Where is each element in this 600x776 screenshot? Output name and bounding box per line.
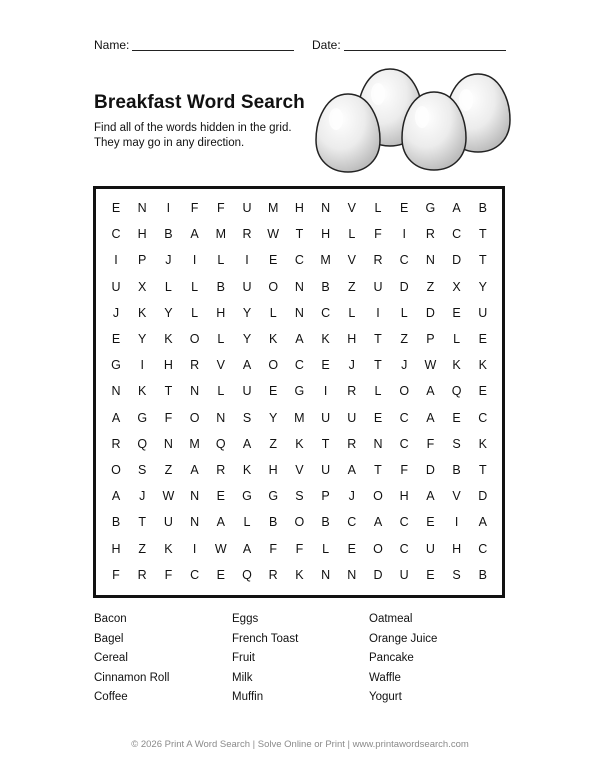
grid-letter[interactable]: C bbox=[452, 227, 462, 242]
word-list-item: Waffle bbox=[369, 671, 401, 684]
grid-letter[interactable]: E bbox=[452, 305, 461, 320]
grid-letter[interactable]: J bbox=[165, 253, 172, 268]
grid-letter[interactable]: U bbox=[111, 279, 121, 294]
grid-letter[interactable]: N bbox=[294, 279, 304, 294]
grid-letter[interactable]: E bbox=[400, 201, 409, 215]
grid-letter[interactable]: H bbox=[294, 201, 304, 215]
instructions-line-2: They may go in any direction. bbox=[94, 136, 245, 149]
grid-letter[interactable]: I bbox=[402, 227, 406, 242]
page-title: Breakfast Word Search bbox=[94, 92, 305, 113]
grid-letter[interactable]: C bbox=[399, 541, 409, 556]
grid-letter[interactable]: K bbox=[242, 463, 252, 477]
grid-letter[interactable]: Z bbox=[164, 463, 173, 477]
grid-letter[interactable]: I bbox=[376, 305, 380, 320]
grid-letter[interactable]: O bbox=[399, 384, 410, 399]
grid-letter[interactable]: I bbox=[140, 358, 144, 373]
grid-letter[interactable]: E bbox=[426, 567, 435, 582]
grid-letter[interactable]: C bbox=[294, 358, 304, 373]
grid-letter[interactable]: V bbox=[216, 358, 225, 373]
grid-letter[interactable]: Z bbox=[269, 436, 277, 451]
grid-letter[interactable]: B bbox=[216, 279, 225, 294]
grid-letter[interactable]: J bbox=[112, 305, 120, 320]
grid-letter[interactable]: L bbox=[322, 541, 330, 556]
grid-letter[interactable]: F bbox=[374, 227, 382, 242]
grid-letter[interactable]: A bbox=[426, 384, 435, 399]
grid-letter[interactable]: A bbox=[190, 463, 199, 477]
grid-letter[interactable]: J bbox=[348, 489, 355, 504]
grid-letter[interactable]: W bbox=[267, 227, 280, 242]
grid-letter[interactable]: C bbox=[190, 567, 200, 582]
grid-letter[interactable]: U bbox=[163, 515, 173, 530]
grid-letter[interactable]: L bbox=[243, 515, 251, 530]
grid-letter[interactable]: C bbox=[399, 253, 409, 268]
grid-letter[interactable]: K bbox=[295, 436, 304, 451]
grid-letter[interactable]: L bbox=[164, 279, 172, 294]
grid-letter[interactable]: M bbox=[294, 410, 305, 425]
grid-letter[interactable]: A bbox=[426, 410, 435, 425]
grid-letter[interactable]: N bbox=[321, 567, 331, 582]
grid-letter[interactable]: E bbox=[478, 332, 487, 346]
grid-letter[interactable]: Y bbox=[138, 332, 147, 346]
egg-icon bbox=[316, 94, 380, 172]
grid-letter[interactable]: F bbox=[426, 436, 435, 451]
grid-letter[interactable]: S bbox=[138, 463, 147, 477]
grid-letter[interactable]: K bbox=[321, 332, 330, 346]
grid-letter[interactable]: J bbox=[401, 358, 408, 373]
grid-letter[interactable]: L bbox=[217, 253, 225, 268]
grid-letter[interactable]: K bbox=[164, 332, 173, 346]
grid-letter[interactable]: B bbox=[321, 279, 330, 294]
grid-letter[interactable]: D bbox=[373, 567, 383, 582]
grid-letter[interactable]: J bbox=[348, 358, 355, 373]
grid-letter[interactable]: R bbox=[190, 358, 200, 373]
grid-letter[interactable]: A bbox=[295, 332, 304, 346]
grid-letter[interactable]: T bbox=[295, 227, 304, 242]
grid-letter[interactable]: H bbox=[321, 227, 331, 242]
word-list-item: Fruit bbox=[232, 652, 255, 664]
grid-letter[interactable]: N bbox=[190, 384, 200, 399]
grid-letter[interactable]: U bbox=[425, 541, 435, 556]
grid-letter[interactable]: E bbox=[426, 515, 435, 530]
grid-letter[interactable]: H bbox=[137, 227, 147, 242]
grid-letter[interactable]: N bbox=[111, 384, 121, 399]
grid-letter[interactable]: K bbox=[452, 358, 461, 373]
word-list-item: Milk bbox=[232, 671, 253, 684]
grid-letter[interactable]: C bbox=[478, 541, 488, 556]
grid-letter[interactable]: A bbox=[426, 489, 435, 504]
grid-letter[interactable]: L bbox=[453, 332, 461, 346]
grid-letter[interactable]: Q bbox=[215, 436, 226, 451]
grid-letter[interactable]: S bbox=[295, 489, 304, 504]
grid-letter[interactable]: L bbox=[191, 305, 199, 320]
grid-letter[interactable]: N bbox=[347, 567, 357, 582]
grid-letter[interactable]: A bbox=[452, 201, 461, 215]
grid-letter[interactable]: N bbox=[216, 410, 226, 425]
grid-letter[interactable]: N bbox=[190, 515, 200, 530]
grid-letter[interactable]: F bbox=[164, 567, 173, 582]
grid-letter[interactable]: B bbox=[111, 515, 121, 530]
grid-letter[interactable]: H bbox=[216, 305, 226, 320]
grid-letter[interactable]: X bbox=[138, 279, 147, 294]
grid-letter[interactable]: F bbox=[269, 541, 277, 556]
footer: © 2026 Print A Word Search | Solve Online or Print | www.printawordsearch.com bbox=[131, 739, 469, 750]
grid-letter[interactable]: I bbox=[192, 253, 197, 268]
grid-letter[interactable]: T bbox=[478, 463, 487, 477]
grid-letter[interactable]: K bbox=[269, 332, 278, 346]
word-list-item: Pancake bbox=[369, 652, 414, 664]
word-list-item: Orange Juice bbox=[369, 632, 438, 645]
word-list-item: Bacon bbox=[94, 613, 127, 625]
grid-letter[interactable]: Q bbox=[451, 384, 462, 399]
grid-letter[interactable]: A bbox=[111, 410, 121, 425]
grid-letter[interactable]: E bbox=[111, 332, 121, 346]
grid-letter[interactable]: K bbox=[295, 567, 304, 582]
grid-letter[interactable]: U bbox=[242, 201, 252, 215]
grid-letter[interactable]: M bbox=[189, 436, 200, 451]
name-label: Name: bbox=[94, 38, 130, 52]
grid-letter[interactable]: V bbox=[452, 489, 461, 504]
grid-letter[interactable]: O bbox=[373, 489, 383, 504]
grid-letter[interactable]: U bbox=[242, 279, 252, 294]
grid-letter[interactable]: H bbox=[347, 332, 357, 346]
grid-letter[interactable]: Y bbox=[478, 279, 487, 294]
grid-letter[interactable]: L bbox=[217, 332, 225, 346]
grid-letter[interactable]: N bbox=[373, 436, 383, 451]
grid-letter[interactable]: O bbox=[268, 358, 279, 373]
grid-letter[interactable]: K bbox=[138, 384, 147, 399]
grid-letter[interactable]: U bbox=[373, 279, 383, 294]
grid-letter[interactable]: Y bbox=[242, 305, 252, 320]
grid-letter[interactable]: I bbox=[114, 253, 118, 268]
word-list-item: French Toast bbox=[232, 632, 299, 645]
word-list-item: Cereal bbox=[94, 652, 128, 664]
name-line[interactable] bbox=[132, 50, 294, 51]
grid-letter[interactable]: C bbox=[294, 253, 304, 268]
word-list-item: Cinnamon Roll bbox=[94, 671, 170, 684]
word-list-item: Oatmeal bbox=[369, 613, 413, 625]
grid-letter[interactable]: B bbox=[321, 515, 330, 530]
grid-letter[interactable]: R bbox=[425, 227, 435, 242]
grid-letter[interactable]: R bbox=[137, 567, 147, 582]
grid-letter[interactable]: R bbox=[216, 463, 226, 477]
grid-letter[interactable]: K bbox=[138, 305, 147, 320]
grid-letter[interactable]: T bbox=[478, 227, 487, 242]
grid-letter[interactable]: I bbox=[454, 515, 459, 530]
grid-letter[interactable]: A bbox=[242, 358, 252, 373]
grid-letter[interactable]: C bbox=[399, 410, 409, 425]
grid-letter[interactable]: M bbox=[267, 201, 279, 215]
grid-letter[interactable]: B bbox=[478, 201, 487, 215]
grid-letter[interactable]: L bbox=[269, 305, 277, 320]
grid-letter[interactable]: M bbox=[215, 227, 226, 242]
grid-letter[interactable]: S bbox=[452, 567, 461, 582]
grid-letter[interactable]: C bbox=[347, 515, 357, 530]
grid-letter[interactable]: L bbox=[191, 279, 199, 294]
grid-letter[interactable]: T bbox=[138, 515, 146, 530]
egg-icon bbox=[402, 92, 466, 170]
grid-letter[interactable]: R bbox=[242, 227, 252, 242]
grid-letter[interactable]: E bbox=[269, 384, 278, 399]
grid-letter[interactable]: E bbox=[216, 567, 225, 582]
grid-letter[interactable]: I bbox=[245, 253, 249, 268]
grid-letter[interactable]: T bbox=[478, 253, 487, 268]
grid-letter[interactable]: L bbox=[348, 305, 356, 320]
grid-letter[interactable]: U bbox=[399, 567, 409, 582]
grid-letter[interactable]: Z bbox=[347, 279, 356, 294]
date-line[interactable] bbox=[344, 50, 506, 51]
grid-letter[interactable]: E bbox=[269, 253, 278, 268]
grid-letter[interactable]: B bbox=[452, 463, 461, 477]
grid-letter[interactable]: D bbox=[425, 463, 435, 477]
grid-letter[interactable]: V bbox=[347, 253, 356, 268]
grid-letter[interactable]: D bbox=[425, 305, 435, 320]
grid-letter[interactable]: E bbox=[373, 410, 383, 425]
grid-letter[interactable]: A bbox=[347, 463, 356, 477]
grid-letter[interactable]: Z bbox=[400, 332, 408, 346]
grid-letter[interactable]: C bbox=[111, 227, 121, 242]
grid-letter[interactable]: E bbox=[216, 489, 225, 504]
grid-letter[interactable]: H bbox=[111, 541, 121, 556]
grid-letter[interactable]: F bbox=[164, 410, 173, 425]
grid-letter[interactable]: S bbox=[452, 436, 461, 451]
grid-letter[interactable]: T bbox=[321, 436, 330, 451]
grid-letter[interactable]: W bbox=[162, 489, 175, 504]
grid-letter[interactable]: T bbox=[374, 332, 382, 346]
grid-letter[interactable]: E bbox=[321, 358, 330, 373]
word-list-item: Eggs bbox=[232, 613, 259, 625]
grid-letter[interactable]: U bbox=[242, 384, 252, 399]
grid-letter[interactable]: A bbox=[242, 436, 252, 451]
grid-letter[interactable]: C bbox=[399, 515, 409, 530]
grid-letter[interactable]: B bbox=[269, 515, 278, 530]
grid-letter[interactable]: R bbox=[111, 436, 121, 451]
grid-letter[interactable]: G bbox=[268, 489, 279, 504]
grid-letter[interactable]: H bbox=[268, 463, 278, 477]
grid-letter[interactable]: F bbox=[190, 201, 199, 215]
grid-letter[interactable]: H bbox=[399, 489, 409, 504]
instructions-line-1: Find all of the words hidden in the grid. bbox=[94, 122, 292, 134]
grid-letter[interactable]: B bbox=[478, 567, 487, 582]
grid-letter[interactable]: Y bbox=[269, 410, 278, 425]
grid-letter[interactable]: A bbox=[216, 515, 225, 530]
grid-letter[interactable]: P bbox=[138, 253, 147, 268]
grid-letter[interactable]: E bbox=[478, 384, 487, 399]
grid-letter[interactable]: Q bbox=[242, 567, 252, 582]
grid-letter[interactable]: K bbox=[478, 358, 487, 373]
grid-letter[interactable]: Y bbox=[242, 332, 252, 346]
grid-letter[interactable]: R bbox=[347, 436, 357, 451]
grid-letter[interactable]: L bbox=[374, 201, 382, 215]
grid-letter[interactable]: E bbox=[111, 201, 121, 215]
grid-letter[interactable]: S bbox=[242, 410, 252, 425]
grid-letter[interactable]: G bbox=[137, 410, 148, 425]
grid-letter[interactable]: I bbox=[192, 541, 197, 556]
grid-letter[interactable]: R bbox=[347, 384, 357, 399]
grid-letter[interactable]: E bbox=[347, 541, 356, 556]
grid-letter[interactable]: G bbox=[425, 201, 436, 215]
grid-letter[interactable]: O bbox=[189, 332, 200, 346]
grid-letter[interactable]: N bbox=[294, 305, 304, 320]
grid-letter[interactable]: H bbox=[452, 541, 462, 556]
grid-letter[interactable]: O bbox=[268, 279, 279, 294]
grid-letter[interactable]: T bbox=[374, 463, 382, 477]
date-label: Date: bbox=[312, 38, 341, 52]
grid-letter[interactable]: Q bbox=[137, 436, 148, 451]
grid-letter[interactable]: I bbox=[323, 384, 328, 399]
grid-letter[interactable]: V bbox=[347, 201, 356, 215]
grid-letter[interactable]: K bbox=[478, 436, 487, 451]
grid-letter[interactable]: C bbox=[478, 410, 488, 425]
grid-letter[interactable]: C bbox=[399, 436, 409, 451]
grid-letter[interactable]: B bbox=[164, 227, 173, 242]
grid-letter[interactable]: N bbox=[163, 436, 173, 451]
grid-letter[interactable]: O bbox=[111, 463, 121, 477]
instructions bbox=[94, 121, 324, 150]
grid-letter[interactable]: E bbox=[452, 410, 461, 425]
grid-letter[interactable]: D bbox=[452, 253, 462, 268]
grid-letter[interactable]: F bbox=[295, 541, 304, 556]
grid-letter[interactable]: L bbox=[374, 384, 382, 399]
grid-letter[interactable]: X bbox=[452, 279, 461, 294]
grid-letter[interactable]: T bbox=[164, 384, 173, 399]
grid-letter[interactable]: T bbox=[374, 358, 382, 373]
grid-letter[interactable]: G bbox=[294, 384, 305, 399]
letter-grid bbox=[93, 186, 505, 598]
eggs-illustration bbox=[312, 64, 512, 182]
grid-letter[interactable]: I bbox=[166, 201, 171, 215]
grid-letter[interactable]: Z bbox=[426, 279, 435, 294]
grid-letter[interactable]: M bbox=[320, 253, 331, 268]
grid-letter[interactable]: A bbox=[190, 227, 199, 242]
word-list-item: Muffin bbox=[232, 691, 264, 703]
grid-letter[interactable]: J bbox=[139, 489, 146, 504]
grid-letter[interactable]: G bbox=[111, 358, 121, 373]
grid-letter[interactable]: Y bbox=[164, 305, 173, 320]
grid-letter[interactable]: A bbox=[111, 489, 121, 504]
grid-letter[interactable]: A bbox=[242, 541, 252, 556]
grid-letter[interactable]: O bbox=[373, 541, 383, 556]
grid-letter[interactable]: W bbox=[424, 358, 437, 373]
grid-letter[interactable]: N bbox=[425, 253, 435, 268]
grid-letter[interactable]: F bbox=[112, 567, 120, 582]
grid-letter[interactable]: U bbox=[321, 463, 331, 477]
grid-letter[interactable]: F bbox=[400, 463, 408, 477]
grid-letter[interactable]: U bbox=[321, 410, 331, 425]
grid-letter[interactable]: L bbox=[348, 227, 356, 242]
grid-letter[interactable]: H bbox=[163, 358, 173, 373]
word-list-item: Yogurt bbox=[369, 691, 402, 703]
grid-letter[interactable]: F bbox=[216, 201, 225, 215]
grid-letter[interactable]: Z bbox=[138, 541, 146, 556]
grid-letter[interactable]: R bbox=[373, 253, 383, 268]
grid-letter[interactable]: K bbox=[164, 541, 173, 556]
grid-letter[interactable]: W bbox=[214, 541, 227, 556]
grid-letter[interactable]: N bbox=[190, 489, 200, 504]
grid-letter[interactable]: G bbox=[242, 489, 252, 504]
word-list-item: Bagel bbox=[94, 632, 124, 645]
grid-letter[interactable]: O bbox=[189, 410, 200, 425]
grid-letter[interactable]: A bbox=[478, 515, 487, 530]
grid-letter[interactable]: D bbox=[478, 489, 488, 504]
grid-letter[interactable]: N bbox=[321, 201, 331, 215]
grid-letter[interactable]: V bbox=[295, 463, 304, 477]
grid-letter[interactable]: L bbox=[217, 384, 225, 399]
grid-letter[interactable]: D bbox=[399, 279, 409, 294]
grid-letter[interactable]: U bbox=[478, 305, 488, 320]
grid-letter[interactable]: C bbox=[321, 305, 331, 320]
grid-letter[interactable]: A bbox=[373, 515, 383, 530]
grid-letter[interactable]: L bbox=[400, 305, 408, 320]
grid-letter[interactable]: U bbox=[347, 410, 357, 425]
grid-letter[interactable]: R bbox=[268, 567, 278, 582]
grid-letter[interactable]: P bbox=[426, 332, 435, 346]
word-list-item: Coffee bbox=[94, 691, 128, 703]
grid-letter[interactable]: O bbox=[294, 515, 305, 530]
grid-letter[interactable]: P bbox=[321, 489, 330, 504]
grid-letter[interactable]: N bbox=[137, 201, 147, 215]
